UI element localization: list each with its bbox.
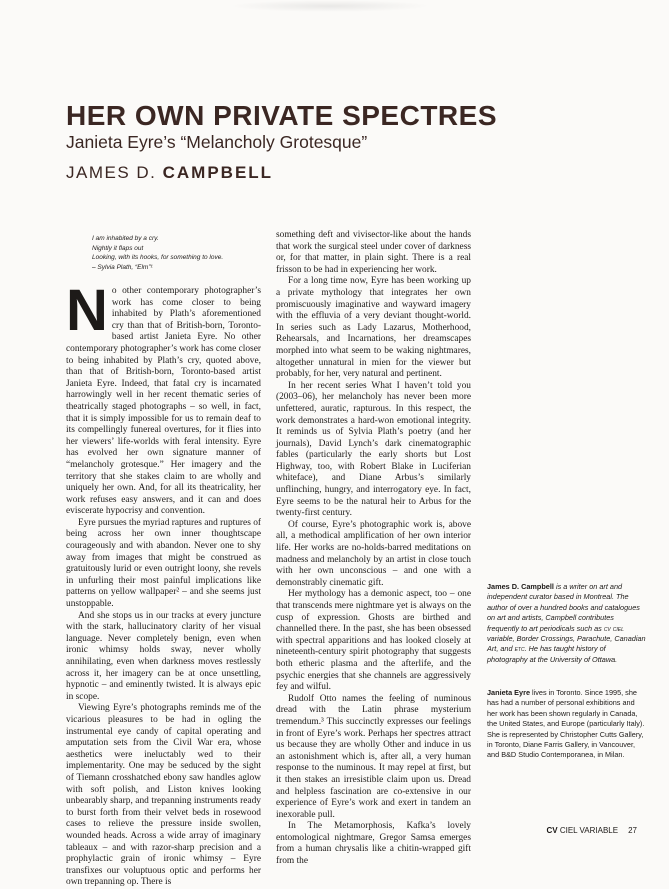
epigraph-line: I am inhabited by a cry.: [92, 235, 159, 242]
epigraph-attribution: – Sylvia Plath, “Elm”¹: [92, 263, 153, 271]
artist-bio-eyre: Janieta Eyre lives in Toronto. Since 1995, she has had a number of personal exhibitions and her work has been shown regularly in Canada, the United States, and Europe (particularly Italy). She is represented by Christopher Cutts Gallery, in Toronto, Diane Farris Gallery, in Vancouver, and B&D Studio Contemporanea, in Milan.: [487, 688, 645, 760]
magazine-abbr: CV: [546, 826, 558, 835]
epigraph: [92, 234, 272, 272]
body-paragraph: In her recent series What I haven’t told you (2003–06), her melancholy has never been more unfettered, auratic, rapturous. In this respect, the work demonstrates a hard-won emotional integrity. It reminds us of Sylvia Plath’s poetry (and her journals), David Lynch’s dark cinematographic fables (particularly the early shorts but Lost Highway, too, with Robert Blake in Luciferian whiteface), and Diane Arbus’s similarly unflinching, hungry, and interrogatory eye. In fact, Eyre seems to be the natural heir to Arbus for the twenty-first century.: [276, 380, 471, 519]
body-paragraph: Of course, Eyre’s photographic work is, above all, a methodical amplification of her own interior life. Her works are no-holds-barred meditations on madness and melancholy by an artist in close touch with her own unconscious – and one with a demonstrably cinematic gift.: [276, 519, 471, 588]
body-paragraph: And she stops us in our tracks at every juncture with the stark, hallucinatory clarity of her visual language. Never completely benign, even when ironic whimsy holds sway, never wholly annihilating, even when darkness moves restlessly across it, her imagery can be at once unsettling, hypnotic – and eminently twisted. It is always epic in scope.: [66, 610, 261, 702]
body-paragraph: Her mythology has a demonic aspect, too – one that transcends mere nightmare yet is always on the cusp of expression. Ghosts are birthed and channelled there. In the past, she has been obsessed with spectral apparitions and has looked closely at nineteenth-century spirit photography that suggests both etheric plasma and the afterlife, and the psychic energies that she channels are aggressively fey and wilful.: [276, 589, 471, 693]
magazine-name: CIEL VARIABLE: [557, 826, 619, 835]
body-paragraph: Rudolf Otto names the feeling of numinous dread with the Latin phrase mysterium tremendum.³ This succinctly expresses our feelings in front of Eyre’s work. Perhaps her spectres attract us because they are wholly Other and induce in us an astonishment which is, after all, a very human response to the numinous. It may repel at first, but it then stakes an irresistible claim upon us. Dread and helpless fascination are co-extensive in our experience of Eyre’s work and exert in tandem an inexorable pull.: [276, 693, 471, 820]
body-paragraph: Eyre pursues the myriad raptures and ruptures of being across her own inner thoughtscape courageously and with abandon. Never one to shy away from images that might be construed as gratuitously lurid or even outright loony, she revels in unfurling their most painful implications like patterns on yellow wallpaper² – and she seems just unstoppable.: [66, 517, 262, 610]
author-first-name: JAMES D.: [66, 163, 163, 182]
body-paragraph: For a long time now, Eyre has been working up a private mythology that integrates her own promiscuously imaginative and wayward imagery with the effluvia of a very deviant thought-world. In series such as Lady Lazarus, Motherhood, Rehearsals, and Incarnations, her dreamscapes morphed into what seem to be waking nightmares, altogether unnatural in mien for the viewer but probably, for her, very natural and pertinent.: [276, 276, 471, 380]
author-bio-campbell: James D. Campbell is a writer on art and independent curator based in Montreal. The author of over a hundred books and catalogues on art and artists, Campbell contributes frequently to art periodicals such as cv ciel variable, Border Crossings, Parachute, Canadian Art, and etc. He has taught history of photography at the University of Ottawa.: [487, 582, 646, 664]
epigraph-line: Looking, with its hooks, for something to love.: [92, 254, 224, 261]
drop-cap: N: [66, 278, 108, 343]
body-paragraph: something deft and vivisector-like about the hands that work the surgical steel under cover of darkness or, for that matter, in plain sight. There is a real frisson to be had in experiencing her work.: [276, 230, 471, 275]
body-column-2: [276, 230, 471, 867]
page-number: 27: [628, 826, 637, 835]
author-byline: [66, 163, 273, 183]
page-footer: [0, 826, 637, 835]
body-column-1: [66, 278, 262, 888]
body-paragraph: No other contemporary photographer’s work has come closer to being inhabited by Plath’s aforementioned cry than that of British-born, Toronto-based artist Janieta Eyre. No other contemporary photographer’s work has come closer to being inhabited by Plath’s cry, quoted above, than that of British-born, Toronto-based artist Janieta Eyre. Indeed, that fatal cry is incarnated harrowingly well in her recent thematic series of theatrically staged photographs – so well, in fact, that it is simply impossible for us to remain deaf to its compellingly funereal overtures, for it flies into her viewers’ life-worlds with feral intensity. Eyre has evolved her own signature manner of “melancholy grotesque.” Her imagery and the territory that she stakes claim to are wholly and uniquely her own. And, for all its theatricality, her work refuses easy answers, and it can and does eviscerate hypocrisy and convention.: [66, 278, 261, 517]
bio-name: Janieta Eyre: [487, 688, 530, 697]
body-paragraph: In The Metamorphosis, Kafka’s lovely entomological nightmare, Gregor Samsa emerges from a human chrysalis like a chitin-wrapped gift from the: [276, 821, 471, 867]
author-last-name: CAMPBELL: [162, 163, 274, 182]
article-subtitle: Janieta Eyre’s “Melancholy Grotesque”: [66, 132, 368, 152]
epigraph-line: Nightly it flaps out: [92, 244, 144, 252]
body-paragraph: Viewing Eyre’s photographs reminds me of the vicarious pleasures to be had in ogling the instrumental eye candy of capital operating and amputation sets from the Civil War era, whose aesthetics were ineluctably wed to their implementarity. One may be seduced by the sight of Tiemann crosshatched ebony saw handles aglow with soft polish, and Liston knives looking unbearably sharp, and trepanning instruments ready to burst forth from their velvet beds in rosewood cases to relieve the pressure inside swollen, wounded heads. Across a wide array of imaginary tableaux – and with razor-sharp precision and a prophylactic grain of ironic whimsy – Eyre transfixes our voluptuous optic and performs her own trepanning op. There is: [66, 703, 261, 888]
page-scan-smudge: [230, 0, 430, 12]
bio-name: James D. Campbell: [487, 582, 554, 591]
article-title: HER OWN PRIVATE SPECTRES: [66, 100, 498, 131]
